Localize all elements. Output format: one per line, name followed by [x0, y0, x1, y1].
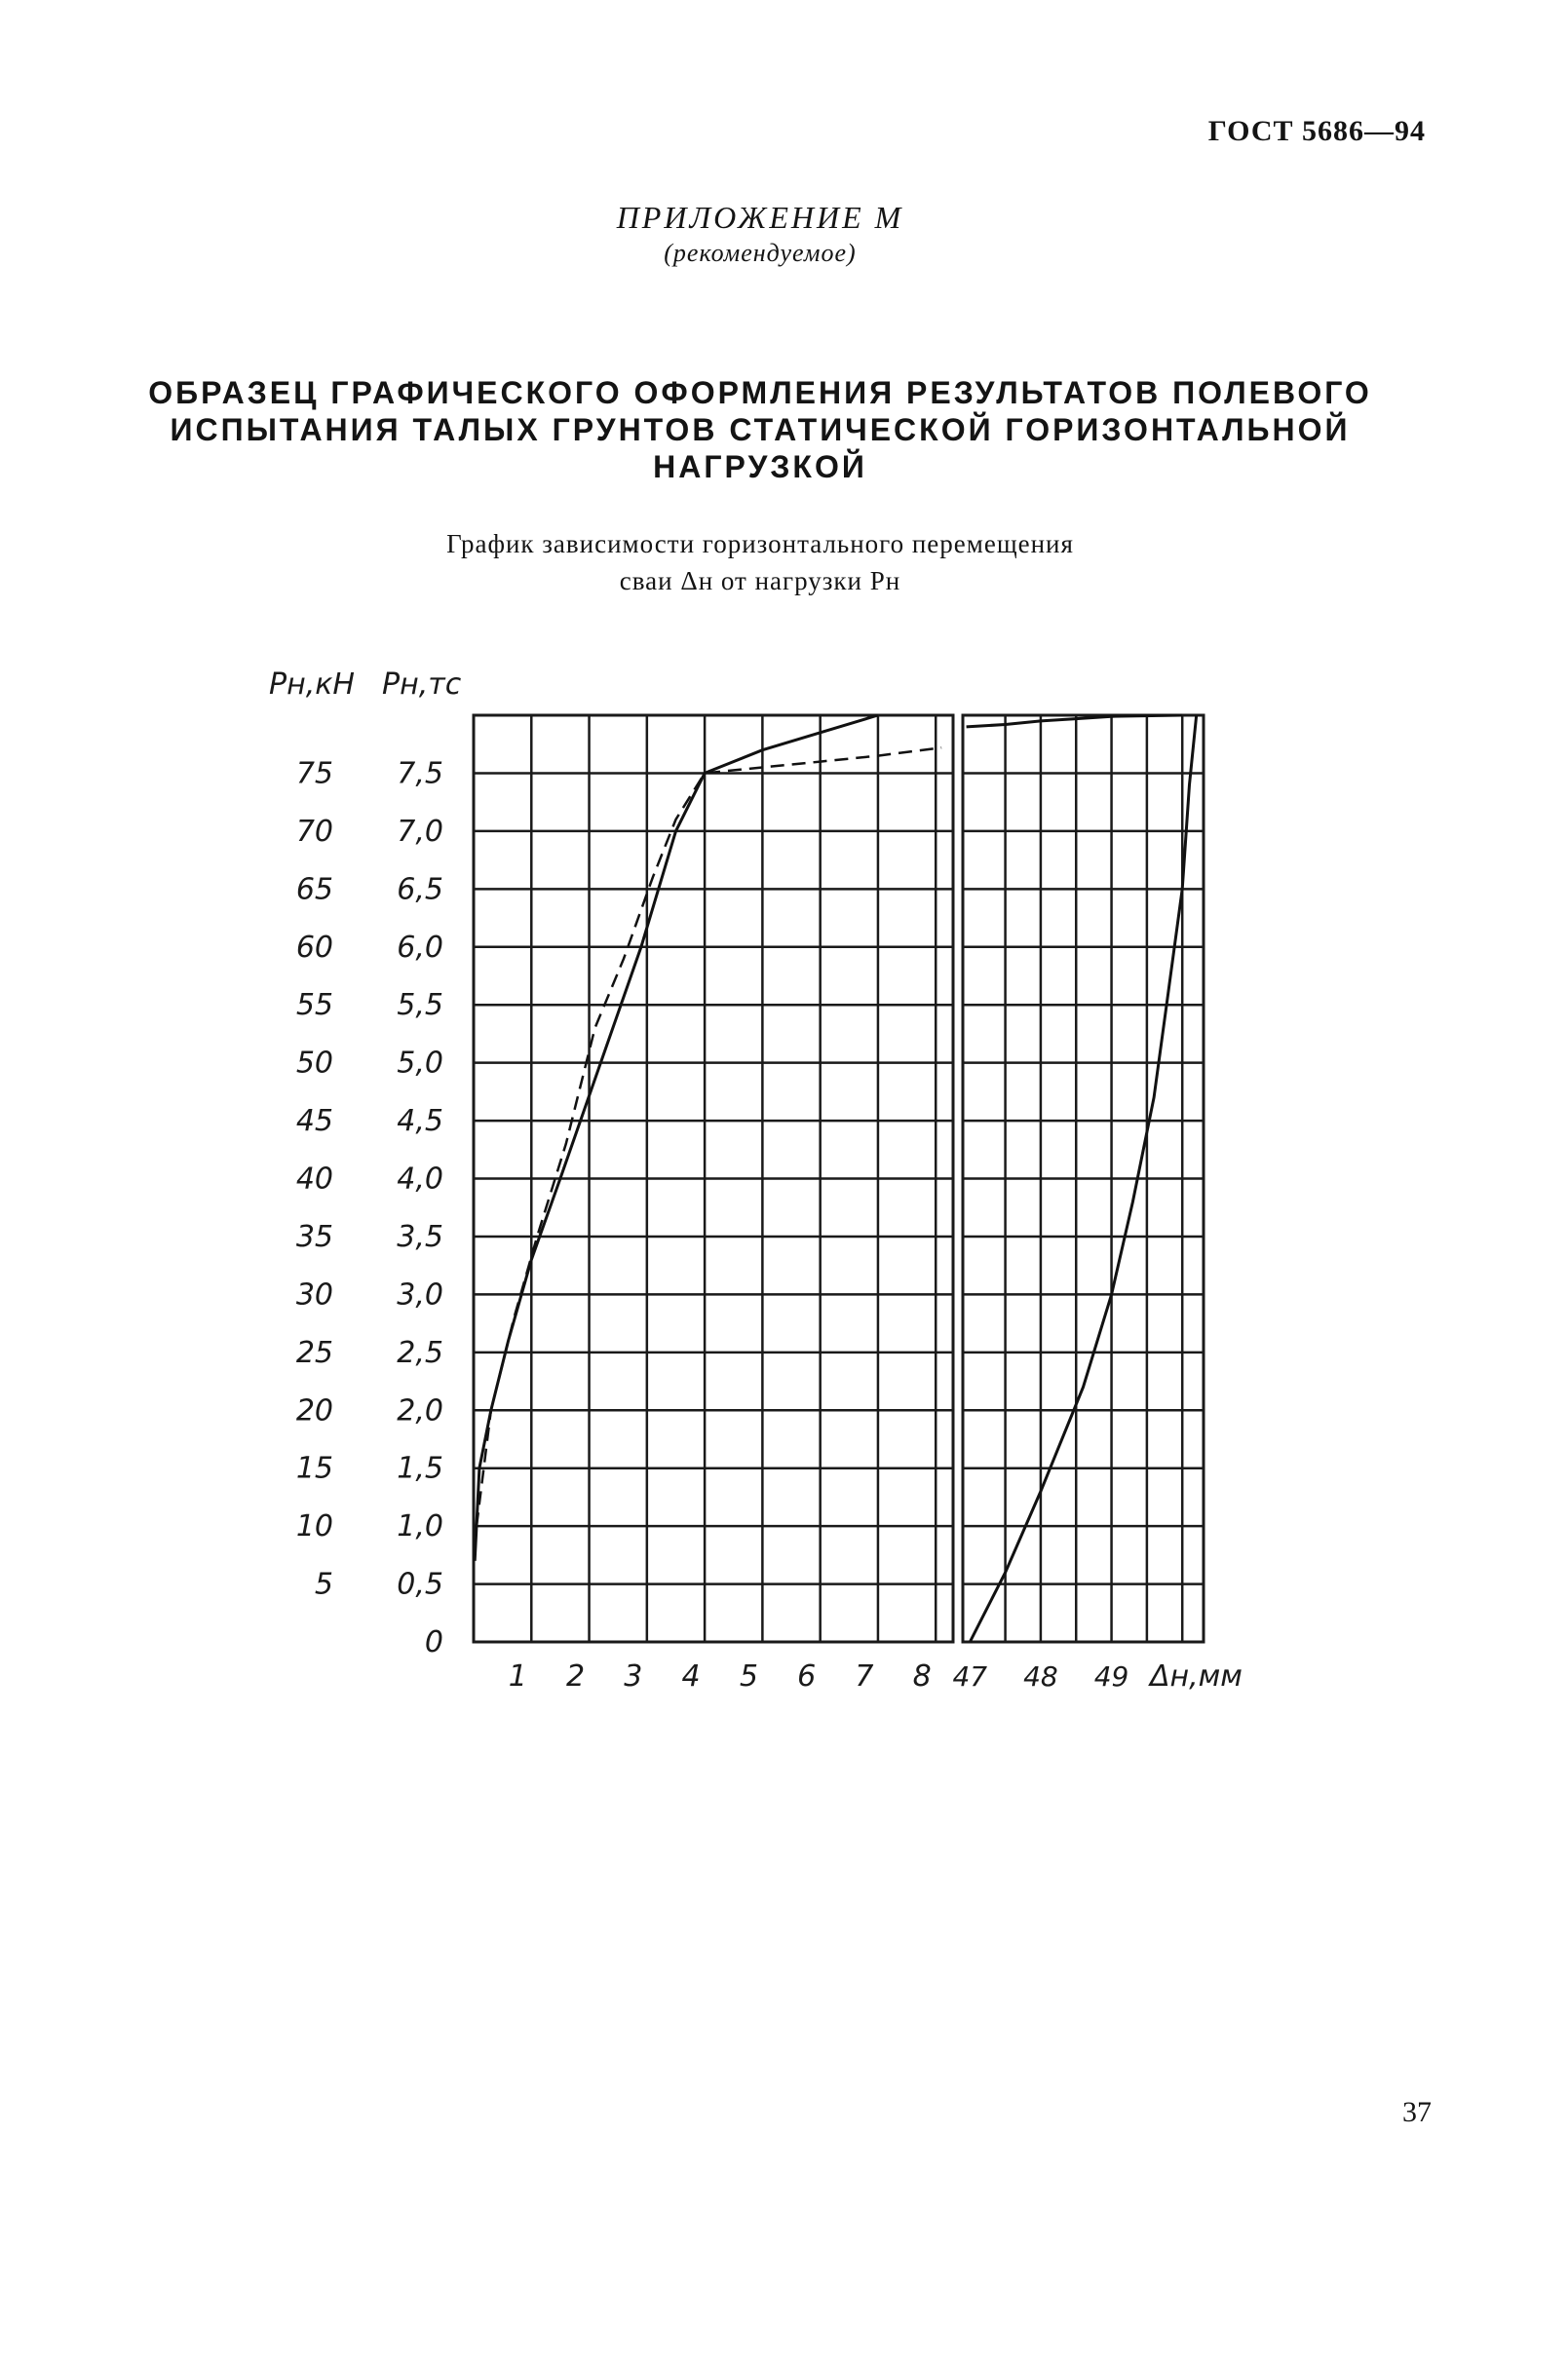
y-tick-tc: 0	[424, 1625, 443, 1659]
title-line-3: НАГРУЗКОЙ	[653, 449, 867, 484]
y-tick-tc: 6,5	[397, 872, 443, 907]
chart-grid-left	[474, 715, 953, 1642]
y-tick-tc: 3,0	[397, 1277, 443, 1313]
appendix-title: ПРИЛОЖЕНИЕ М	[616, 200, 904, 235]
y-tick-kn: 35	[295, 1219, 333, 1254]
x-tick-left: 1	[508, 1659, 527, 1694]
y-tick-tc: 1,0	[397, 1509, 443, 1544]
title-line-1: ОБРАЗЕЦ ГРАФИЧЕСКОГО ОФОРМЛЕНИЯ РЕЗУЛЬТАТОВ ПОЛЕВОГО	[148, 375, 1372, 410]
y-tick-kn: 45	[295, 1104, 333, 1139]
chart-caption-line-2: сваи Δн от нагрузки Рн	[619, 566, 901, 595]
chart-labels	[269, 667, 1243, 1694]
x-tick-right: 47	[952, 1660, 988, 1693]
y-tick-tc: 4,0	[397, 1162, 443, 1197]
x-tick-left: 8	[912, 1659, 932, 1694]
y-tick-tc: 2,5	[397, 1335, 443, 1370]
y-axis-title-kn: Рн,кН	[269, 667, 355, 702]
y-tick-kn: 65	[295, 872, 333, 907]
y-tick-tc: 0,5	[397, 1567, 443, 1602]
y-tick-tc: 3,5	[397, 1219, 443, 1254]
x-tick-left: 4	[681, 1659, 701, 1694]
y-tick-tc: 6,0	[397, 930, 443, 965]
y-tick-kn: 20	[295, 1393, 333, 1429]
y-tick-tc: 4,5	[397, 1104, 443, 1139]
y-tick-tc: 5,5	[397, 988, 443, 1023]
x-axis-title: Δн,мм	[1150, 1659, 1243, 1694]
y-tick-kn: 75	[295, 756, 333, 791]
x-tick-right: 49	[1093, 1660, 1129, 1693]
y-tick-tc: 5,0	[397, 1046, 443, 1081]
x-tick-right: 48	[1023, 1660, 1058, 1693]
y-tick-tc: 7,5	[397, 756, 443, 791]
y-tick-kn: 15	[295, 1451, 333, 1486]
x-tick-left: 2	[566, 1659, 586, 1694]
y-tick-kn: 60	[295, 930, 333, 965]
title-line-2: ИСПЫТАНИЯ ТАЛЫХ ГРУНТОВ СТАТИЧЕСКОЙ ГОРИЗОНТАЛЬНОЙ	[170, 412, 1351, 447]
y-tick-kn: 25	[295, 1335, 333, 1370]
y-tick-kn: 5	[314, 1567, 333, 1602]
y-tick-kn: 55	[295, 988, 333, 1023]
y-tick-tc: 1,5	[397, 1451, 443, 1486]
chart-caption-line-1: График зависимости горизонтального перемещения	[446, 529, 1074, 558]
chart-grid-right	[963, 715, 1204, 1642]
y-axis-title-tc: Рн,тс	[382, 667, 462, 702]
x-tick-left: 6	[797, 1659, 817, 1694]
y-tick-tc: 7,0	[397, 814, 443, 849]
y-tick-tc: 2,0	[397, 1393, 443, 1429]
document-code: ГОСТ 5686—94	[1207, 115, 1426, 147]
y-tick-kn: 50	[295, 1046, 333, 1081]
curve-left-solid-0	[475, 715, 878, 1561]
x-tick-left: 7	[855, 1659, 874, 1694]
appendix-note: (рекомендуемое)	[664, 239, 857, 267]
y-tick-kn: 40	[295, 1162, 333, 1197]
y-tick-kn: 10	[295, 1509, 333, 1544]
x-tick-left: 5	[739, 1659, 758, 1694]
x-tick-left: 3	[624, 1659, 643, 1694]
page-number: 37	[1402, 2096, 1432, 2128]
y-tick-kn: 30	[295, 1277, 333, 1313]
curve-right-solid-2	[967, 715, 1183, 727]
y-tick-kn: 70	[295, 814, 333, 849]
